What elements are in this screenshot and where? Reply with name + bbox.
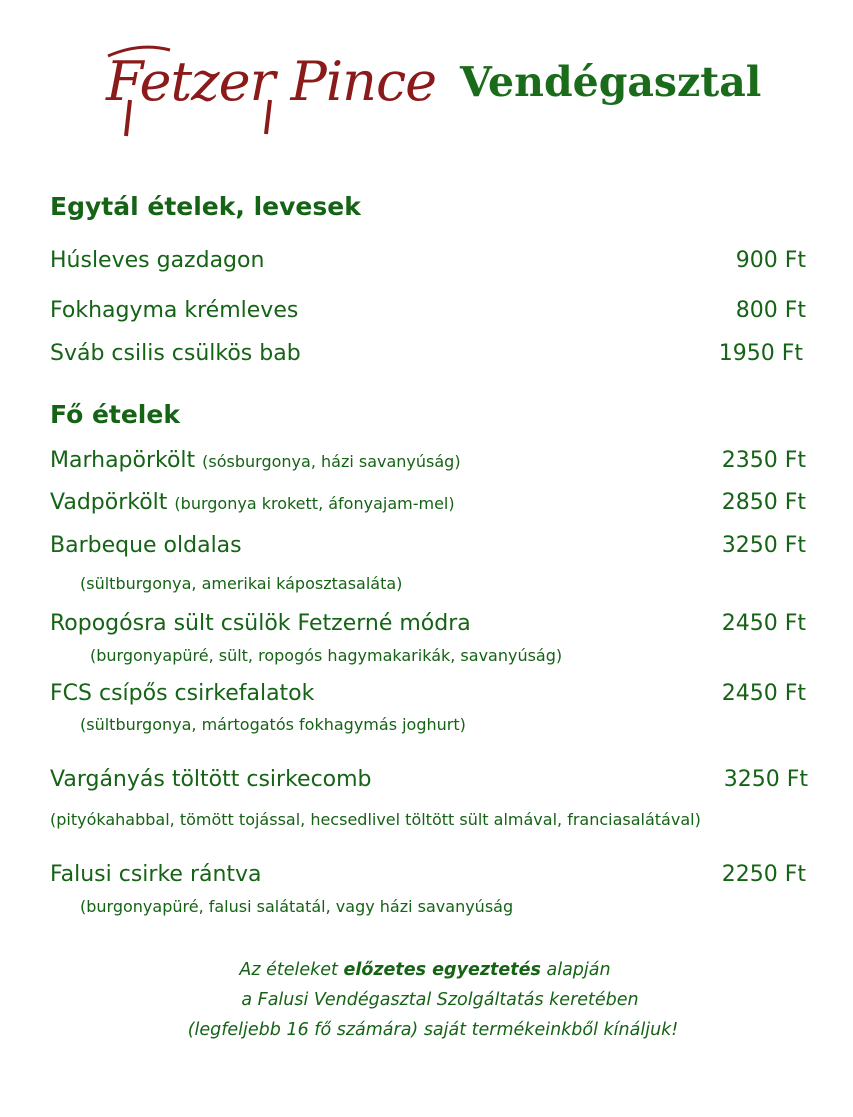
dish-varganyas-csirkecomb xyxy=(50,767,372,792)
footer-line-3: (legfeljebb 16 fő számára) saját termékeinkből kínáljuk! xyxy=(187,1020,679,1040)
price-barbeque: 3250 Ft xyxy=(721,533,806,558)
price-svab-bab: 1950 Ft xyxy=(718,341,803,366)
dish-fcs-csirkefalatok xyxy=(50,681,314,706)
page-title: Vendégasztal xyxy=(460,58,762,106)
footer-line-1 xyxy=(100,960,750,980)
dish-csulok xyxy=(50,611,471,636)
dish-name: Húsleves gazdagon xyxy=(50,248,265,273)
dish-note: (sósburgonya, házi savanyúság) xyxy=(202,452,461,471)
dish-sub-csulok: (burgonyapüré, sült, ropogós hagymakarikák, savanyúság) xyxy=(90,646,563,665)
dish-name: Ropogósra sült csülök Fetzerné módra xyxy=(50,611,471,636)
dish-name: FCS csípős csirkefalatok xyxy=(50,681,315,706)
dish-marhaporkolt xyxy=(50,448,461,473)
footer-text: alapján xyxy=(540,960,611,980)
dish-name: Falusi csirke rántva xyxy=(50,862,262,887)
dish-name: Marhapörkölt xyxy=(50,448,196,473)
dish-name: Sváb csilis csülkös bab xyxy=(50,341,301,366)
price-falusi-csirke: 2250 Ft xyxy=(721,862,806,887)
price-husleves: 900 Ft xyxy=(735,248,806,273)
logo-graphic xyxy=(100,38,437,138)
dish-falusi-csirke xyxy=(50,862,262,887)
price-varganyas-csirkecomb: 3250 Ft xyxy=(723,767,808,792)
dish-sub-fcs: (sültburgonya, mártogatós fokhagymás joghurt) xyxy=(80,715,466,734)
footer-text: Az ételeket xyxy=(239,960,344,980)
dish-sub-varganyas: (pityókahabbal, tömött tojással, hecsedlivel töltött sült almával, franciasalátával) xyxy=(50,810,701,829)
dish-fokhagyma xyxy=(50,298,298,323)
logo-wordmark: Fetzer Pince xyxy=(106,50,437,113)
price-fokhagyma: 800 Ft xyxy=(735,298,806,323)
dish-vadporkolt xyxy=(50,490,455,515)
dish-husleves xyxy=(50,248,264,273)
dish-svab-bab xyxy=(50,341,301,366)
dish-name: Fokhagyma krémleves xyxy=(50,298,299,323)
dish-name: Vadpörkölt xyxy=(50,490,168,515)
section-title-main: Fő ételek xyxy=(50,400,180,429)
dish-sub-barbeque: (sültburgonya, amerikai káposztasaláta) xyxy=(80,574,403,593)
price-marhaporkolt: 2350 Ft xyxy=(721,448,806,473)
dish-note: (burgonya krokett, áfonyajam-mel) xyxy=(174,494,455,513)
dish-barbeque xyxy=(50,533,242,558)
dish-name: Vargányás töltött csirkecomb xyxy=(50,767,372,792)
footer-line-2: a Falusi Vendégasztal Szolgáltatás keretében xyxy=(241,990,639,1010)
dish-name: Barbeque oldalas xyxy=(50,533,242,558)
price-fcs-csirkefalatok: 2450 Ft xyxy=(721,681,806,706)
section-title-soups: Egytál ételek, levesek xyxy=(50,192,361,221)
price-csulok: 2450 Ft xyxy=(721,611,806,636)
footer-emphasis: előzetes egyeztetés xyxy=(343,960,541,980)
dish-sub-falusi: (burgonyapüré, falusi salátatál, vagy házi savanyúság xyxy=(80,897,514,916)
price-vadporkolt: 2850 Ft xyxy=(721,490,806,515)
fetzer-pince-logo xyxy=(100,38,437,138)
